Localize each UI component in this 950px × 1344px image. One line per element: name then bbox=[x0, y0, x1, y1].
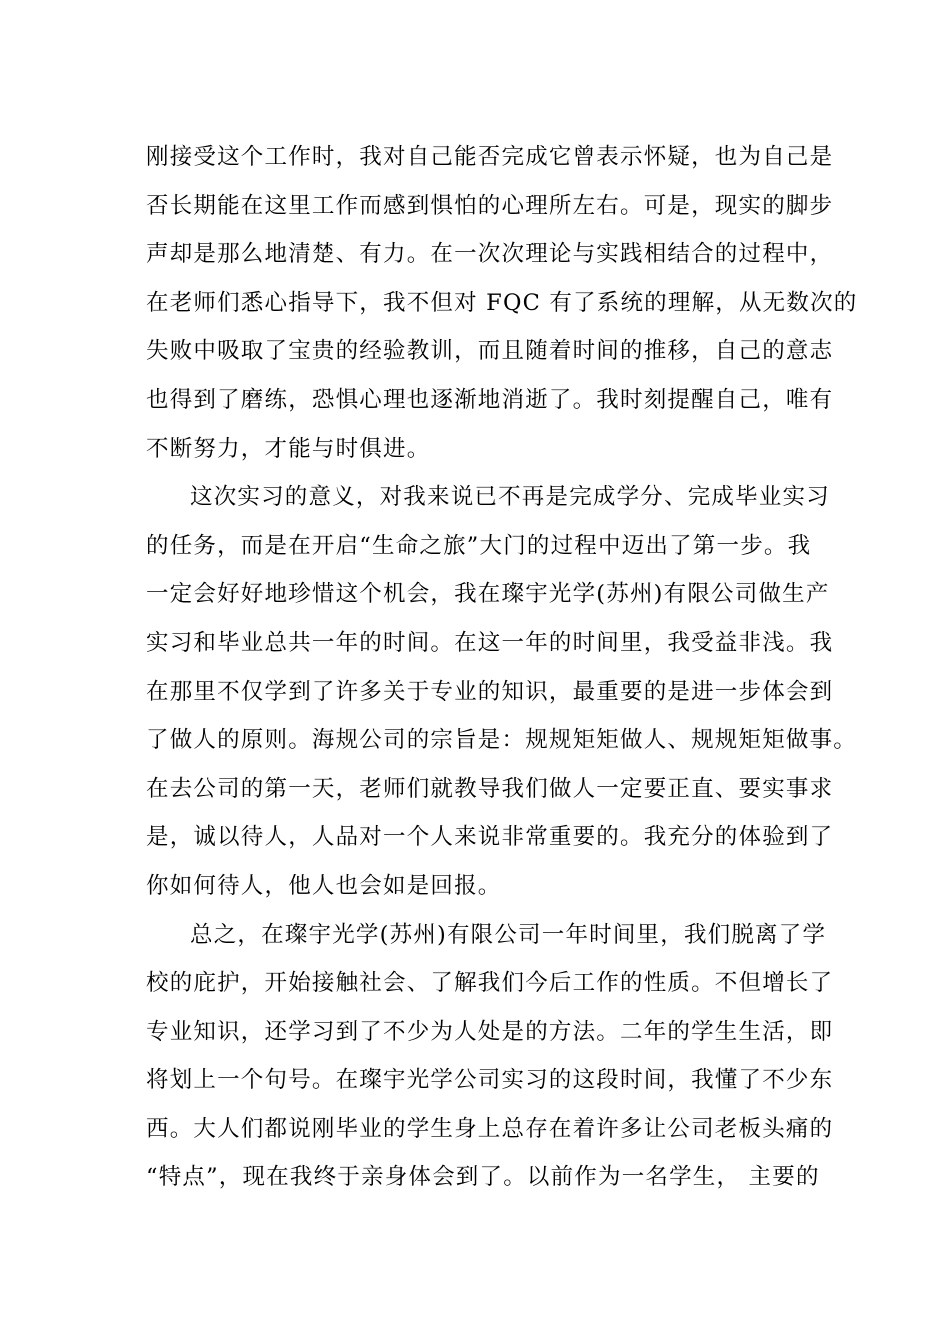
text-line: 这次实习的意义，对我来说已不再是完成学分、完成毕业实习 bbox=[190, 484, 830, 511]
paragraph-2 bbox=[146, 473, 858, 910]
text-line: 你如何待人，他人也会如是回报。 bbox=[146, 872, 502, 899]
text-line: 声却是那么地清楚、有力。在一次次理论与实践相结合的过程中， bbox=[146, 241, 834, 268]
text-line: 在老师们悉心指导下，我不但对 FQC 有了系统的理解，从无数次的 bbox=[146, 289, 858, 316]
text-line: 专业知识，还学习到了不少为人处是的方法。二年的学生生活，即 bbox=[146, 1018, 834, 1045]
text-line: 是，诚以待人，人品对一个人来说非常重要的。我充分的体验到了 bbox=[146, 824, 834, 851]
text-line: 了做人的原则。海规公司的宗旨是：规规矩矩做人、规规矩矩做事。 bbox=[146, 727, 858, 754]
text-line: 在去公司的第一天，老师们就教导我们做人一定要正直、要实事求 bbox=[146, 775, 834, 802]
text-line: 在那里不仅学到了许多关于专业的知识，最重要的是进一步体会到 bbox=[146, 678, 834, 705]
text-line: 失败中吸取了宝贵的经验教训，而且随着时间的推移，自己的意志 bbox=[146, 338, 834, 365]
text-line: 总之，在璨宇光学(苏州)有限公司一年时间里，我们脱离了学 bbox=[190, 921, 827, 948]
text-line: 校的庇护，开始接触社会、了解我们今后工作的性质。不但增长了 bbox=[146, 970, 834, 997]
text-line: 否长期能在这里工作而感到惧怕的心理所左右。可是，现实的脚步 bbox=[146, 192, 834, 219]
body-text bbox=[146, 133, 858, 1202]
text-line: 的任务，而是在开启“生命之旅”大门的过程中迈出了第一步。我 bbox=[146, 532, 812, 559]
paragraph-1 bbox=[146, 133, 858, 473]
text-line: 一定会好好地珍惜这个机会，我在璨宇光学(苏州)有限公司做生产 bbox=[146, 581, 830, 608]
text-line: 将划上一个句号。在璨宇光学公司实习的这段时间，我懂了不少东 bbox=[146, 1067, 834, 1094]
text-line: 也得到了磨练，恐惧心理也逐渐地消逝了。我时刻提醒自己，唯有 bbox=[146, 386, 834, 413]
text-line: “特点”，现在我终于亲身体会到了。以前作为一名学生， 主要的 bbox=[146, 1164, 820, 1191]
text-line: 刚接受这个工作时，我对自己能否完成它曾表示怀疑，也为自己是 bbox=[146, 144, 834, 170]
text-line: 不断努力，才能与时俱进。 bbox=[146, 435, 431, 462]
text-line: 西。大人们都说刚毕业的学生身上总存在着许多让公司老板头痛的 bbox=[146, 1115, 834, 1142]
text-line: 实习和毕业总共一年的时间。在这一年的时间里，我受益非浅。我 bbox=[146, 629, 834, 656]
paragraph-3 bbox=[146, 911, 834, 1203]
